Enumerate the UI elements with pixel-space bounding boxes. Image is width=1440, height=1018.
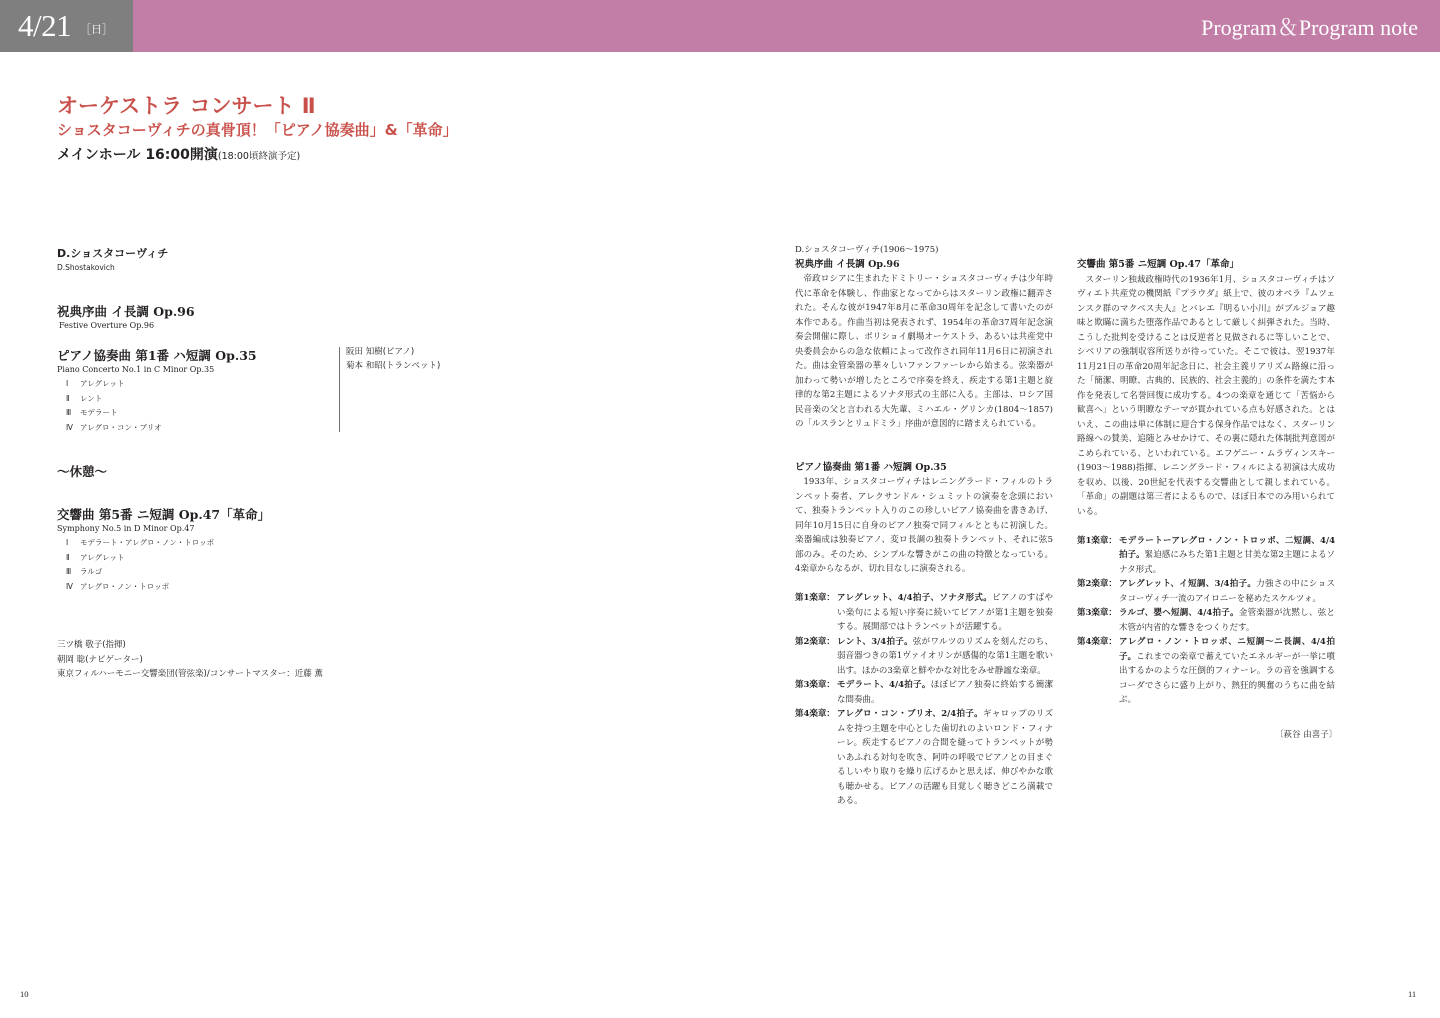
- credit-navigator: 朝岡 聡(ナビゲーター): [57, 654, 143, 665]
- note-title-symphony: 交響曲 第5番 ニ短調 Op.47「革命」: [1077, 259, 1239, 270]
- notes-composer: D.ショスタコーヴィチ(1906〜1975): [795, 245, 939, 255]
- movement-item: Ⅲ ラルゴ: [66, 567, 103, 576]
- section-title: Program＆Program note: [1201, 15, 1418, 40]
- credit-conductor: 三ツ橋 敬子(指揮): [57, 640, 126, 650]
- movement-item: Ⅳ アレグロ・コン・ブリオ: [66, 422, 162, 432]
- date-box: [0, 0, 133, 52]
- notes-column-1: [795, 243, 1053, 809]
- performer-credits: [57, 638, 323, 682]
- work-en-symphony: Symphony No.5 in D Minor Op.47: [57, 524, 195, 533]
- concerto-mv-note: 第2楽章： レント、3/4拍子。弦がワルツのリズムを刻んだのち、弱音器つきの第1ヴァイオリンが感傷的な第1主題を歌い出す。ほかの3楽章と鮮やかな対比をみせ静謐な楽章。: [795, 636, 1053, 676]
- note-text-symphony: スターリン独裁政権時代の1936年1月、ショスタコーヴィチはソヴィエト共産党の機関紙『プラウダ』紙上で、彼のオペラ『ムツェンスク群のマクベス夫人』とバレエ『明るい小川』がブルジョア趣味と欺瞞に満ちた堕落作品であるとして厳しく糾弾された。当時、こうした批判を受けることは反逆者と見做されるに等しいことで、シベリアの強制収容所送りが待っていた。そこで彼は、翌1937年11月21日の革命20周年記念日に、社会主義リアリズム路線に沿った「簡潔、明瞭、古典的、民族的、社会主義的」の条件を満たす本作を発表して名誉回復に成功する。4つの楽章を通じて「苦悩から歓喜へ」という明瞭なテーマが貫かれている点も好感された。とはいえ、この曲は単に体制に迎合する保身作品ではなく、スターリン路線への賛美、追随とみせかけて、その裏に隠れた体制批判意図がこめられている、といわれている。エフゲニー・ムラヴィンスキー(1903〜1988)指揮、レニングラード・フィルによる初演は大成功を収め、以後、20世紀を代表する交響曲として親しまれている。「革命」の副題は第三者によるもので、ほぼ日本でのみ用いられている。: [1077, 274, 1335, 517]
- page-number-left: 10: [20, 989, 29, 999]
- movement-item: Ⅲ モデラート: [66, 408, 118, 417]
- concert-weekday: ［日］: [80, 23, 113, 36]
- movement-item: Ⅳ アレグロ・ノン・トロッポ: [66, 581, 170, 591]
- symphony-mv-note: 第4楽章： アレグロ・ノン・トロッポ、ニ短調〜ニ長調、4/4拍子。これまでの楽章で蓄えていたエネルギーが一挙に噴出するかのような圧倒的フィナーレ。ラの音を強調するコーダでさらに盛り上がり、熱狂的興奮のうちに曲を結ぶ。: [1077, 637, 1335, 705]
- symphony-mv-note: 第3楽章： ラルゴ、嬰ヘ短調、4/4拍子。金管楽器が沈黙し、弦と木管が内省的な響きをつくりだす。: [1077, 608, 1335, 633]
- concerto-movements: [66, 377, 162, 435]
- note-title-festive: 祝典序曲 イ長調 Op.96: [795, 258, 900, 270]
- note-text-festive: 帝政ロシアに生まれたドミトリー・ショスタコーヴィチは少年時代に革命を体験し、作曲家となってからはスターリン政権に翻弄された。そんな彼が1947年8月に革命30周年を記念して書いたのが本作である。作曲当初は発表されず、1954年の革命37周年記念演奏会開催に際し、ボリショイ劇場オーケストラ、あるいは共産党中央委員会からの急な依頼によって改作され同年11月6日に初演された。曲は金管楽器の華々しいファンファーレから始まる。弦楽器が加わって勢いが増したところで序奏を終え、疾走する第1主題と旋律的な第2主題によるソナタ形式の主部に入る。主部は、ロシア国民音楽の父と言われる大先輩、ミハエル・グリンカ(1804〜1857)の「ルスランとリュドミラ」序曲が意図的に踏まえられている。: [795, 274, 1053, 429]
- work-title-festive: 祝典序曲 イ長調 Op.96: [57, 304, 195, 319]
- concert-title: オーケストラ コンサート Ⅱ: [57, 94, 316, 118]
- movement-item: Ⅰ モデラート・アレグロ・ノン・トロッポ: [66, 538, 215, 547]
- composer-name-ja: D.ショスタコーヴィチ: [57, 247, 169, 260]
- movement-item: Ⅱ アレグレット: [66, 552, 125, 562]
- note-text-concerto: 1933年、ショスタコーヴィチはレニングラード・フィルのトランペット奏者、アレクサンドル・シュミットの演奏を念頭において、独奏トランペット入りのこの珍しいピアノ協奏曲を書きあげ、同年10月15日に自身のピアノ独奏で同フィルとともに初演した。楽器編成は独奏ピアノ、変ロ長調の独奏トランペット、それに弦5部のみ。そのため、シンプルな響きがこの曲の特徴となっている。4楽章からなるが、切れ目なしに演奏される。: [795, 477, 1053, 574]
- symphony-movements: [66, 536, 214, 594]
- symphony-mv-note: 第1楽章： モデラートーアレグロ・ノン・トロッポ、二短調、4/4拍子。緊迫感にみちた第1主題と甘美な第2主題によるソナタ形式。: [1077, 535, 1335, 575]
- soloist-divider: [339, 347, 340, 432]
- movement-item: Ⅱ レント: [66, 393, 103, 403]
- intermission: 〜休憩〜: [57, 464, 108, 479]
- notes-column-2: [1077, 258, 1335, 708]
- note-author: 〔萩谷 由喜子〕: [1275, 730, 1338, 740]
- movement-item: Ⅰ アレグレット: [66, 379, 125, 388]
- work-title-concerto: ピアノ協奏曲 第1番 ハ短調 Op.35: [57, 348, 257, 363]
- concerto-mv-note: 第4楽章： アレグロ・コン・ブリオ、2/4拍子。ギャロップのリズムを持つ主題を中心とした歯切れのよいロンド・フィナーレ。疾走するピアノの合間を縫ってトランペットが勢いあふれる対句を吹き、阿吽の呼吸でピアノとの目まぐるしいやり取りを繰り広げるかと思えば、伸びやかな歌も聴かせる。ピアノの活躍も目覚しく聴きどころ満載である。: [795, 709, 1053, 806]
- concerto-mv-note: 第3楽章： モデラート、4/4拍子。ほぼピアノ独奏に終始する簡潔な間奏曲。: [795, 680, 1053, 705]
- work-title-symphony: 交響曲 第5番 ニ短調 Op.47「革命」: [57, 507, 271, 522]
- page-number-right: 11: [1408, 989, 1417, 999]
- venue-time: [57, 144, 300, 164]
- soloists: [346, 346, 440, 373]
- soloist-piano: 阪田 知樹(ピアノ): [346, 347, 415, 357]
- concert-subtitle: ショスタコーヴィチの真骨頂！「ピアノ協奏曲」&「革命」: [57, 121, 458, 139]
- composer-name-en: D.Shostakovich: [57, 263, 115, 272]
- header-bar: [0, 0, 1440, 52]
- work-en-festive: Festive Overture Op.96: [59, 321, 155, 330]
- concert-date: 4/21: [18, 8, 72, 43]
- venue-start-time: メインホール 16:00開演: [57, 147, 218, 163]
- work-en-concerto: Piano Concerto No.1 in C Minor Op.35: [57, 365, 215, 374]
- symphony-mv-note: 第2楽章： アレグレット、イ短調、3/4拍子。力強さの中にショスタコーヴィチ一流のアイロニーを秘めたスケルツォ。: [1077, 579, 1335, 604]
- end-time: (18:00頃終演予定): [217, 151, 301, 162]
- credit-orchestra: 東京フィルハーモニー交響楽団(管弦楽)/コンサートマスター：近藤 薫: [57, 669, 323, 679]
- note-title-concerto: ピアノ協奏曲 第1番 ハ短調 Op.35: [795, 461, 947, 473]
- concerto-mv-note: 第1楽章： アレグレット、4/4拍子、ソナタ形式。ピアノのすばやい楽句による短い序奏に続いてピアノが第1主題を独奏する。展開部ではトランペットが活躍する。: [795, 593, 1053, 632]
- soloist-trumpet: 菊本 和昭(トランペット): [346, 360, 441, 371]
